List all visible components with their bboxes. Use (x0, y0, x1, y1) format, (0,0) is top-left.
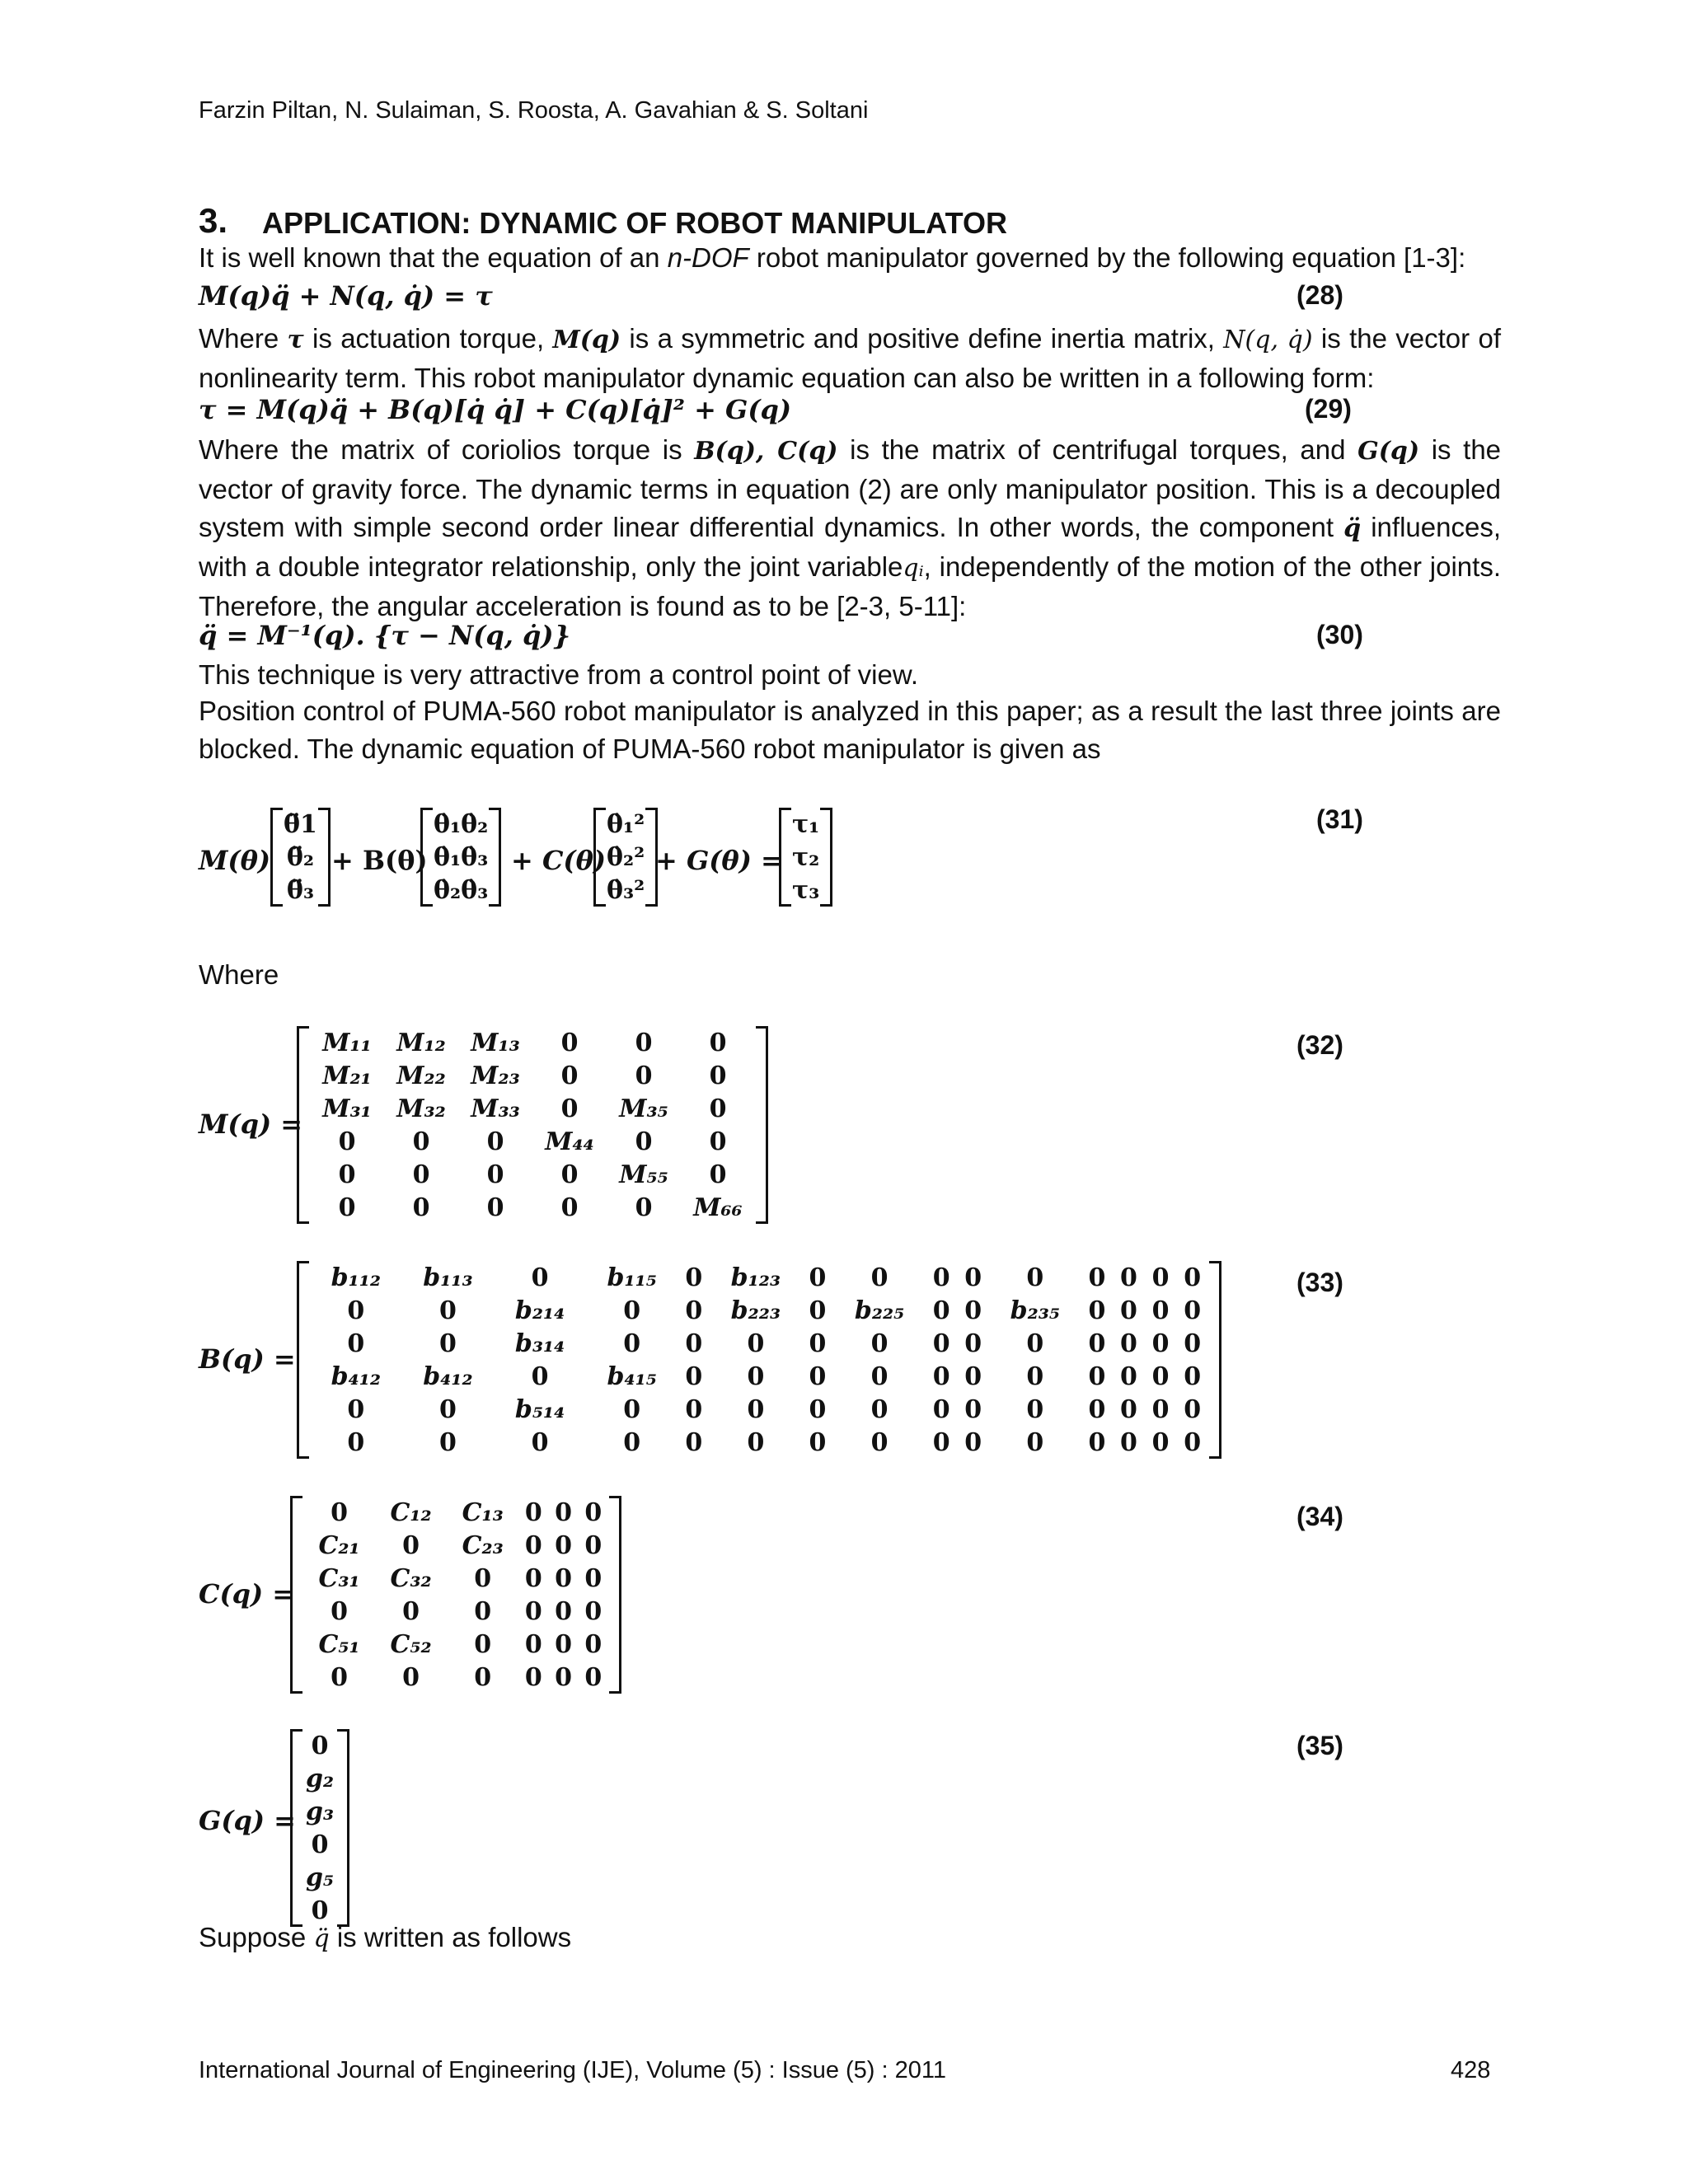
matrix-entry: 0 (1151, 1296, 1170, 1325)
matrix-entry: 0 (1120, 1427, 1137, 1457)
matrix-entry: M₁₁ (322, 1028, 372, 1057)
vector-entry: θ̇₃² (607, 875, 645, 905)
math-inline: N(q, q̇) (1223, 326, 1313, 354)
matrix-entry: 0 (331, 1596, 348, 1626)
equation-29: τ = M(q)q̈ + B(q)[q̇ q̇] + C(q)[q̇]² + G(q) (199, 394, 792, 425)
matrix-entry: 0 (474, 1629, 492, 1659)
matrix-entry: 0 (1184, 1361, 1202, 1391)
matrix-entry: 0 (932, 1361, 950, 1391)
matrix-entry: 0 (1151, 1263, 1170, 1292)
matrix-entry: 0 (809, 1329, 827, 1358)
eq32-lhs: M(q) = (199, 1108, 303, 1140)
text-run: is the matrix of centrifugal torques, and (837, 434, 1358, 465)
matrix-entry: 0 (439, 1427, 457, 1457)
math-inline: q̈ (1343, 514, 1362, 543)
matrix-entry: 0 (964, 1394, 982, 1424)
matrix-entry: 0 (809, 1263, 827, 1292)
math-inline: τ (287, 326, 304, 354)
matrix-entry: 0 (932, 1296, 950, 1325)
matrix-entry: 0 (331, 1662, 348, 1692)
matrix-entry: 0 (1120, 1394, 1137, 1424)
matrix-entry: 0 (635, 1061, 653, 1090)
matrix-entry: 0 (747, 1394, 765, 1424)
matrix-entry: 0 (1151, 1427, 1170, 1457)
paragraph-intro (199, 239, 1501, 277)
matrix-entry: 0 (685, 1361, 703, 1391)
matrix-M (297, 1026, 768, 1224)
matrix-entry: 0 (311, 1830, 329, 1859)
matrix-entry: 0 (524, 1563, 542, 1593)
matrix-entry: 0 (560, 1094, 579, 1123)
matrix-entry: 0 (623, 1394, 641, 1424)
matrix-entry: 0 (560, 1061, 579, 1090)
matrix-entry: 0 (709, 1160, 727, 1189)
matrix-entry: 0 (635, 1127, 653, 1156)
matrix-entry: 0 (338, 1127, 356, 1156)
matrix-entry: 0 (747, 1427, 765, 1457)
matrix-entry: M₂₂ (396, 1061, 446, 1090)
matrix-entry: 0 (338, 1160, 356, 1189)
matrix-entry: b₁₁₅ (607, 1263, 657, 1292)
matrix-entry: 0 (584, 1596, 603, 1626)
equation-number-31: (31) (1316, 804, 1363, 834)
matrix-entry: 0 (555, 1497, 573, 1527)
matrix-entry: 0 (584, 1530, 603, 1560)
eq31-lhs: M(θ) (199, 845, 271, 876)
matrix-entry: 0 (964, 1361, 982, 1391)
matrix-entry: 0 (555, 1629, 573, 1659)
matrix-entry: 0 (524, 1629, 542, 1659)
matrix-entry: 0 (870, 1427, 889, 1457)
equation-30: q̈ = M⁻¹(q). {τ − N(q, q̇)} (199, 620, 571, 651)
matrix-entry: b₄₁₅ (607, 1361, 657, 1391)
matrix-entry: 0 (809, 1394, 827, 1424)
matrix-entry: C₂₃ (462, 1530, 504, 1560)
matrix-entry: 0 (524, 1497, 542, 1527)
matrix-entry: 0 (1184, 1296, 1202, 1325)
matrix-entry: 0 (1026, 1263, 1044, 1292)
matrix-entry: 0 (1151, 1361, 1170, 1391)
eq34-lhs: C(q) = (199, 1578, 295, 1610)
journal-footer: International Journal of Engineering (IJE), Volume (5) : Issue (5) : 2011 (199, 2057, 947, 2083)
text-run: Where the matrix of coriolios torque is (199, 434, 695, 465)
matrix-entry: 0 (311, 1896, 329, 1925)
matrix-entry: 0 (412, 1193, 430, 1222)
matrix-entry: C₅₂ (390, 1629, 432, 1659)
matrix-entry: g₃ (305, 1797, 335, 1826)
matrix-entry: 0 (474, 1563, 492, 1593)
matrix-entry: 0 (932, 1427, 950, 1457)
matrix-entry: 0 (709, 1127, 727, 1156)
matrix-entry: b₁₁₃ (423, 1263, 473, 1292)
matrix-entry: 0 (1088, 1263, 1106, 1292)
equation-number-34: (34) (1296, 1502, 1343, 1531)
matrix-entry: 0 (623, 1296, 641, 1325)
matrix-entry: g₅ (305, 1863, 335, 1892)
vector-entry: θ̇₁² (607, 809, 645, 839)
matrix-entry: 0 (964, 1296, 982, 1325)
vector-entry: τ₂ (792, 842, 820, 872)
text-run: is the vector of nonlinearity term. This robot manipulator dynamic equation can also be written in a following form: (199, 323, 1501, 393)
matrix-entry: C₅₁ (318, 1629, 360, 1659)
matrix-entry: 0 (555, 1662, 573, 1692)
matrix-entry: 0 (347, 1394, 365, 1424)
matrix-entry: M₂₃ (471, 1061, 520, 1090)
matrix-entry: b₂₃₅ (1010, 1296, 1061, 1325)
vector-entry: θ̈1 (284, 809, 317, 839)
matrix-entry: 0 (685, 1329, 703, 1358)
matrix-entry: 0 (1151, 1329, 1170, 1358)
matrix-entry: 0 (747, 1329, 765, 1358)
matrix-entry: 0 (347, 1296, 365, 1325)
eq31-op-b: + B(θ) (331, 845, 428, 876)
matrix-entry: b₃₁₄ (514, 1329, 565, 1358)
matrix-entry: M₆₆ (693, 1193, 743, 1222)
matrix-entry: 0 (623, 1329, 641, 1358)
matrix-entry: 0 (560, 1193, 579, 1222)
paragraph-puma: Position control of PUMA-560 robot manipulator is analyzed in this paper; as a result the last three joints are blocked. The dynamic equation of PUMA-560 robot manipulator is given as (199, 696, 1501, 764)
matrix-entry: 0 (870, 1263, 889, 1292)
matrix-entry: 0 (932, 1329, 950, 1358)
matrix-entry: 0 (809, 1361, 827, 1391)
matrix-entry: 0 (709, 1061, 727, 1090)
matrix-entry: 0 (623, 1427, 641, 1457)
matrix-entry: 0 (809, 1296, 827, 1325)
matrix-entry: C₃₁ (318, 1563, 360, 1593)
matrix-entry: 0 (524, 1662, 542, 1692)
matrix-entry: g₂ (305, 1764, 335, 1793)
matrix-entry: 0 (1088, 1394, 1106, 1424)
matrix-entry: b₄₁₂ (331, 1361, 382, 1391)
matrix-entry: 0 (964, 1263, 982, 1292)
paragraph-technique: This technique is very attractive from a control point of view. (199, 659, 919, 690)
matrix-entry: 0 (555, 1596, 573, 1626)
vector-entry: θ̇₂² (607, 842, 645, 872)
where-label: Where (199, 959, 279, 990)
eq31-op-c: + C(θ) (511, 845, 607, 876)
matrix-entry: 0 (331, 1497, 348, 1527)
matrix-entry: 0 (524, 1530, 542, 1560)
matrix-entry: 0 (1026, 1361, 1044, 1391)
matrix-entry: C₁₂ (390, 1497, 432, 1527)
matrix-entry: 0 (1088, 1296, 1106, 1325)
matrix-entry: C₂₁ (318, 1530, 360, 1560)
matrix-entry: 0 (560, 1160, 579, 1189)
matrix-entry: b₂₂₅ (854, 1296, 905, 1325)
matrix-entry: M₁₂ (396, 1028, 446, 1057)
matrix-entry: 0 (685, 1263, 703, 1292)
matrix-entry: 0 (1184, 1394, 1202, 1424)
matrix-entry: M₃₁ (322, 1094, 372, 1123)
math-inline: q̈ (313, 1924, 330, 1953)
section-number: 3. (199, 201, 228, 240)
matrix-entry: 0 (685, 1427, 703, 1457)
matrix-entry: 0 (747, 1361, 765, 1391)
matrix-entry: 0 (524, 1596, 542, 1626)
matrix-entry: M₃₅ (619, 1094, 668, 1123)
matrix-entry: b₁₁₂ (331, 1263, 382, 1292)
vector-entry: θ̇₁θ̇₂ (434, 809, 489, 839)
matrix-entry: 0 (412, 1127, 430, 1156)
matrix-entry: b₄₁₂ (423, 1361, 473, 1391)
matrix-entry: 0 (635, 1193, 653, 1222)
matrix-entry: 0 (531, 1427, 549, 1457)
matrix-entry: 0 (486, 1160, 504, 1189)
text-run: is written as follows (329, 1922, 572, 1952)
matrix-entry: 0 (1088, 1329, 1106, 1358)
matrix-entry: 0 (1088, 1361, 1106, 1391)
matrix-entry: 0 (439, 1394, 457, 1424)
equation-number-32: (32) (1296, 1030, 1343, 1060)
matrix-entry: 0 (439, 1329, 457, 1358)
eq35-lhs: G(q) = (199, 1805, 296, 1836)
paragraph-torque (199, 320, 1501, 397)
matrix-entry: M₅₅ (619, 1160, 668, 1189)
vector-entry: τ₁ (792, 809, 820, 839)
matrix-entry: 0 (531, 1263, 549, 1292)
matrix-entry: 0 (1151, 1394, 1170, 1424)
text-run: influences, with a double integrator relationship, only the joint variable (199, 512, 1501, 582)
matrix-entry: 0 (635, 1028, 653, 1057)
paragraph-coriolis (199, 431, 1501, 626)
italic-term: n-DOF (667, 242, 749, 273)
matrix-entry: 0 (1026, 1329, 1044, 1358)
matrix-entry: 0 (1026, 1394, 1044, 1424)
text-run: Where (199, 323, 288, 354)
text-run: is a symmetric and positive define inertia matrix, (621, 323, 1224, 354)
equation-number-29: (29) (1305, 394, 1352, 424)
matrix-entry: 0 (1184, 1427, 1202, 1457)
matrix-entry: 0 (584, 1497, 603, 1527)
equation-number-33: (33) (1296, 1268, 1343, 1297)
eq31-vector-centrifugal (593, 808, 658, 907)
text-run: Suppose (199, 1922, 314, 1952)
math-inline: B(q), C(q) (694, 437, 838, 466)
equation-number-30: (30) (1316, 620, 1363, 649)
matrix-entry: 0 (555, 1530, 573, 1560)
math-inline: qᵢ (903, 554, 924, 583)
matrix-entry: 0 (1184, 1329, 1202, 1358)
matrix-entry: C₃₂ (390, 1563, 432, 1593)
matrix-entry: 0 (964, 1427, 982, 1457)
text-run: is actuation torque, (303, 323, 553, 354)
page-number: 428 (1451, 2057, 1491, 2083)
matrix-entry: 0 (402, 1530, 420, 1560)
matrix-entry: 0 (347, 1329, 365, 1358)
matrix-entry: 0 (402, 1662, 420, 1692)
text-run: It is well known that the equation of an (199, 242, 668, 273)
matrix-entry: 0 (1120, 1296, 1137, 1325)
matrix-entry: 0 (584, 1629, 603, 1659)
eq31-vector-accel (270, 808, 331, 907)
matrix-entry: 0 (474, 1662, 492, 1692)
matrix-entry: 0 (1088, 1427, 1106, 1457)
eq31-vector-torque (779, 808, 832, 907)
matrix-entry: b₅₁₄ (514, 1394, 565, 1424)
matrix-entry: b₁₂₃ (730, 1263, 781, 1292)
vector-entry: θ̈₃ (286, 875, 315, 905)
eq33-lhs: B(q) = (199, 1343, 296, 1375)
equation-28: M(q)q̈ + N(q, q̇) = τ (199, 280, 493, 312)
matrix-entry: 0 (1026, 1427, 1044, 1457)
matrix-entry: 0 (932, 1394, 950, 1424)
eq31-vector-coriolis (420, 808, 501, 907)
matrix-entry: 0 (709, 1094, 727, 1123)
text-run: robot manipulator governed by the following equation [1-3]: (748, 242, 1466, 273)
matrix-entry: 0 (870, 1394, 889, 1424)
math-inline: G(q) (1357, 437, 1420, 466)
matrix-entry: 0 (531, 1361, 549, 1391)
matrix-entry: 0 (412, 1160, 430, 1189)
matrix-entry: 0 (486, 1193, 504, 1222)
section-title: APPLICATION: DYNAMIC OF ROBOT MANIPULATOR (262, 206, 1007, 240)
equation-number-28: (28) (1296, 280, 1343, 310)
matrix-entry: 0 (685, 1296, 703, 1325)
matrix-entry: 0 (1120, 1263, 1137, 1292)
matrix-entry: b₂₂₃ (730, 1296, 781, 1325)
text-run: is the vector of gravity force. The dynamic terms in equation (2) are only manipulator position. This is a decoupled system with simple second order linear differential dynamics. In other words, the component (199, 434, 1502, 542)
matrix-entry: M₃₂ (396, 1094, 446, 1123)
matrix-entry: 0 (439, 1296, 457, 1325)
matrix-entry: 0 (1184, 1263, 1202, 1292)
running-header: Farzin Piltan, N. Sulaiman, S. Roosta, A. Gavahian & S. Soltani (199, 97, 869, 124)
matrix-entry: 0 (584, 1662, 603, 1692)
matrix-entry: 0 (584, 1563, 603, 1593)
matrix-entry: 0 (560, 1028, 579, 1057)
matrix-entry: 0 (709, 1028, 727, 1057)
matrix-entry: 0 (474, 1596, 492, 1626)
matrix-entry: 0 (1120, 1361, 1137, 1391)
vector-entry: θ̇₂θ̇₃ (434, 875, 489, 905)
matrix-entry: 0 (338, 1193, 356, 1222)
text-run: , independently of the motion of the other joints. Therefore, the angular acceleration is found as to be [2-3, 5-11]: (199, 551, 1501, 621)
vector-entry: θ̇₁θ̇₃ (434, 842, 489, 872)
matrix-entry: 0 (402, 1596, 420, 1626)
matrix-entry: 0 (964, 1329, 982, 1358)
matrix-entry: M₃₃ (471, 1094, 520, 1123)
vector-entry: τ₃ (792, 875, 820, 905)
paragraph-suppose (199, 1919, 571, 1958)
matrix-entry: M₄₄ (545, 1127, 594, 1156)
matrix-entry: C₁₃ (462, 1497, 504, 1527)
matrix-entry: 0 (1120, 1329, 1137, 1358)
matrix-entry: 0 (685, 1394, 703, 1424)
vector-entry: θ̈₂ (286, 842, 315, 872)
matrix-entry: 0 (486, 1127, 504, 1156)
eq31-op-g: + G(θ) = (655, 845, 783, 876)
matrix-entry: 0 (932, 1263, 950, 1292)
matrix-entry: M₂₁ (322, 1061, 372, 1090)
matrix-entry: M₁₃ (471, 1028, 520, 1057)
matrix-entry: 0 (347, 1427, 365, 1457)
equation-number-35: (35) (1296, 1731, 1343, 1760)
matrix-B (297, 1261, 1221, 1459)
matrix-entry: 0 (311, 1731, 329, 1760)
matrix-entry: 0 (870, 1361, 889, 1391)
matrix-C (290, 1496, 621, 1694)
matrix-entry: b₂₁₄ (514, 1296, 565, 1325)
matrix-entry: 0 (870, 1329, 889, 1358)
vector-G (290, 1729, 349, 1927)
math-inline: M(q) (552, 326, 621, 354)
matrix-entry: 0 (809, 1427, 827, 1457)
matrix-entry: 0 (555, 1563, 573, 1593)
